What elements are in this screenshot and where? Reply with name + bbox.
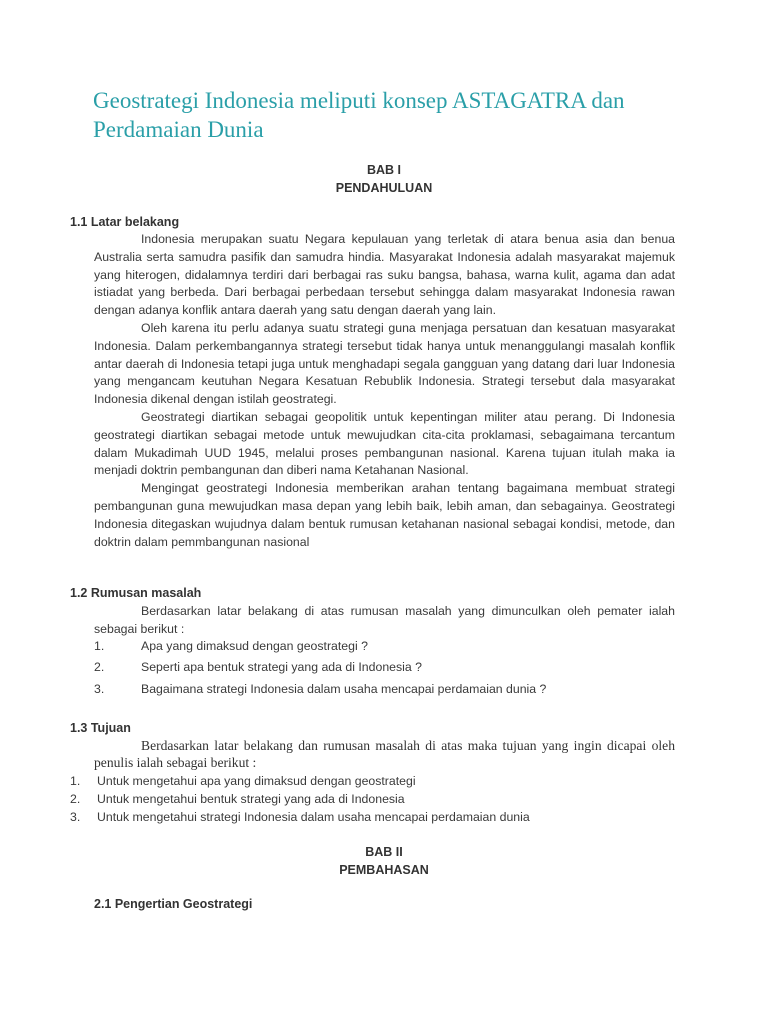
document-title: Geostrategi Indonesia meliputi konsep ASTAGATRA dan Perdamaian Dunia: [93, 88, 625, 142]
section-1-2-heading: 1.2 Rumusan masalah: [70, 586, 202, 600]
list-text: Bagaimana strategi Indonesia dalam usaha mencapai perdamaian dunia ?: [141, 682, 547, 696]
list-number: 1.: [94, 639, 105, 653]
section-2-1-heading: 2.1 Pengertian Geostrategi: [94, 897, 253, 911]
section-1-1-body: [94, 231, 675, 551]
paragraph: [94, 231, 675, 320]
section-1-1-heading: 1.1 Latar belakang: [70, 215, 180, 229]
list-text: Apa yang dimaksud dengan geostrategi ?: [141, 639, 368, 653]
list-number: 2.: [70, 792, 81, 806]
list-text: Untuk mengetahui bentuk strategi yang ada di Indonesia: [97, 792, 405, 806]
list-number: 2.: [94, 660, 105, 674]
chapter-2-label: BAB II: [365, 845, 403, 859]
paragraph: [94, 320, 675, 409]
section-1-2-intro: [94, 603, 675, 639]
intro-text: Berdasarkan latar belakang di atas rumusan masalah yang dimunculkan oleh pemater ialah sebagai berikut :: [94, 604, 675, 636]
paragraph-text: Geostrategi diartikan sebagai geopolitik untuk kepentingan militer atau perang. Di Indonesia geostrategi diartikan sebagai metode untuk mewujudkan cita-cita proklamasi, sebagaimana tercantum dalam Mukadimah UUD 1945, melalui proses pembangunan nasional. Karena tujuan itulah maka ia menjadi doktrin pembangunan dan diberi nama Ketahanan Nasional.: [94, 409, 675, 478]
chapter-1-label: BAB I: [366, 163, 402, 177]
section-1-3-heading: 1.3 Tujuan: [70, 721, 131, 735]
list-number: 3.: [70, 810, 81, 824]
list-text: Untuk mengetahui strategi Indonesia dalam usaha mencapai perdamaian dunia: [97, 810, 530, 824]
intro-text: Berdasarkan latar belakang dan rumusan masalah di atas maka tujuan yang ingin dicapai oleh penulis ialah sebagai berikut :: [94, 738, 675, 770]
paragraph: [94, 409, 675, 480]
chapter-1-name: PENDAHULUAN: [335, 181, 433, 195]
list-text: Untuk mengetahui apa yang dimaksud dengan geostrategi: [97, 774, 416, 788]
paragraph: [94, 480, 675, 551]
list-number: 1.: [70, 774, 81, 788]
section-1-3-intro: [94, 738, 675, 771]
paragraph-text: Oleh karena itu perlu adanya suatu strategi guna menjaga persatuan dan kesatuan masyarakat Indonesia. Dalam perkembangannya strategi tersebut tidak hanya untuk menanggulangi masalah konflik antar daerah di Indonesia tetapi juga untuk menghadapi segala gangguan yang datang dari luar Indonesia yang mengancam keutuhan Negara Kesatuan Rebublik Indonesia. Strategi tersebut dala masyarakat Indonesia dikenal dengan istilah geostrategi.: [94, 320, 675, 407]
paragraph-text: Mengingat geostrategi Indonesia memberikan arahan tentang bagaimana membuat strategi pembangunan guna mewujudkan masa depan yang lebih baik, lebih aman, dan sebagainya. Geostrategi Indonesia ditegaskan wujudnya dalam bentuk rumusan ketahanan nasional sebagai kondisi, metode, dan doktrin dalam pemmbangunan nasional: [94, 481, 675, 549]
list-number: 3.: [94, 682, 105, 696]
list-text: Seperti apa bentuk strategi yang ada di Indonesia ?: [141, 660, 422, 674]
chapter-2-name: PEMBAHASAN: [339, 863, 429, 877]
paragraph-text: Indonesia merupakan suatu Negara kepulauan yang terletak di atara benua asia dan benua Australia serta samudra pasifik dan samudra hindia. Masyarakat Indonesia adalah masyarakat majemuk yang hiterogen, didalamnya terdiri dari berbagai ras suku bangsa, bahasa, warna kulit, agama dan adat istiadat yang berbeda. Dari berbagai perbedaan tersebut sehingga dalam masyarakat Indonesia rawan dengan adanya konflik antara daerah yang satu dengan daerah yang lain.: [94, 232, 675, 318]
